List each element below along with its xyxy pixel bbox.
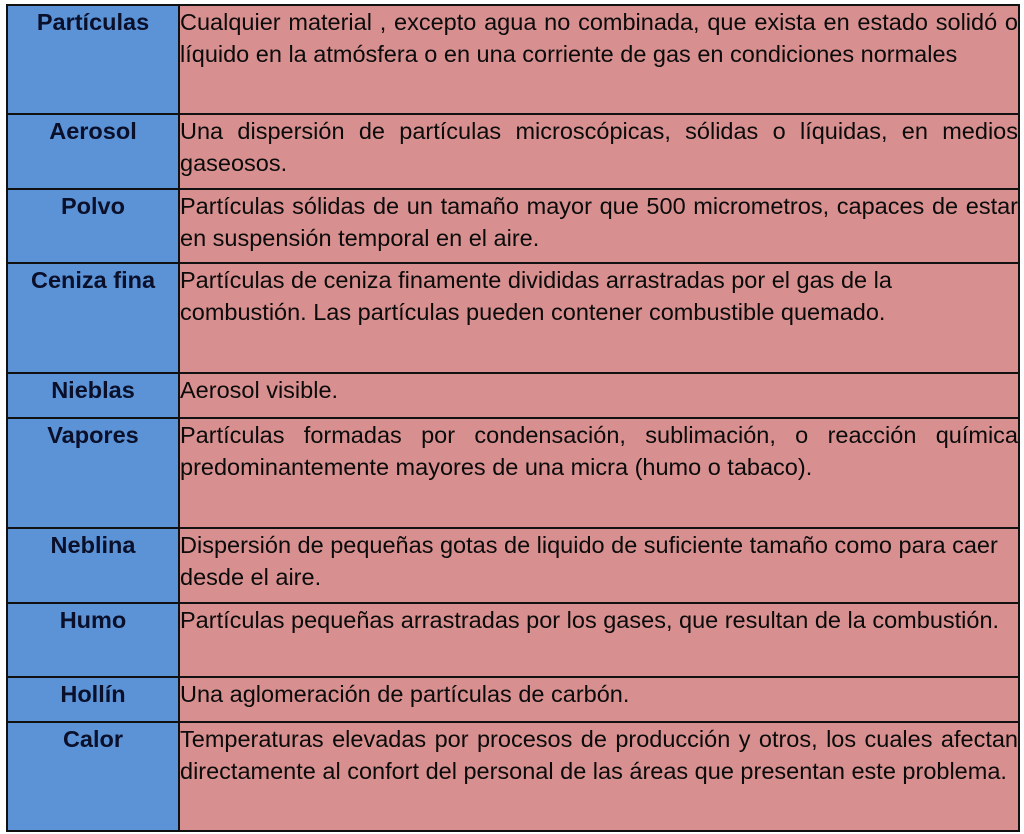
definition-cell: Dispersión de pequeñas gotas de liquido de suficiente tamaño como para caer desde el aire. [179, 528, 1019, 603]
definition-cell: Partículas pequeñas arrastradas por los gases, que resultan de la combustión. [179, 603, 1019, 677]
term-cell: Ceniza fina [7, 263, 179, 373]
definitions-table [6, 4, 1020, 832]
term-cell: Polvo [7, 189, 179, 263]
table-row [7, 373, 1019, 418]
term-cell: Hollín [7, 677, 179, 722]
table-row [7, 603, 1019, 677]
term-cell: Aerosol [7, 114, 179, 189]
definition-cell: Una aglomeración de partículas de carbón. [179, 677, 1019, 722]
term-cell: Nieblas [7, 373, 179, 418]
table-row [7, 189, 1019, 263]
table-row [7, 528, 1019, 603]
table-row [7, 263, 1019, 373]
term-cell: Humo [7, 603, 179, 677]
table-row [7, 677, 1019, 722]
definition-cell: Cualquier material , excepto agua no combinada, que exista en estado solidó o líquido en la atmósfera o en una corriente de gas en condiciones normales [179, 5, 1019, 114]
definition-cell: Aerosol visible. [179, 373, 1019, 418]
definition-cell: Partículas sólidas de un tamaño mayor que 500 micrometros, capaces de estar en suspensión temporal en el aire. [179, 189, 1019, 263]
definition-cell: Partículas de ceniza finamente divididas arrastradas por el gas de la combustión. Las partículas pueden contener combustible quemado. [179, 263, 1019, 373]
definition-cell: Temperaturas elevadas por procesos de producción y otros, los cuales afectan directamente al confort del personal de las áreas que presentan este problema. [179, 722, 1019, 831]
table-row [7, 722, 1019, 831]
table-row [7, 114, 1019, 189]
table-row [7, 418, 1019, 528]
term-cell: Calor [7, 722, 179, 831]
definition-cell: Partículas formadas por condensación, sublimación, o reacción química predominantemente mayores de una micra (humo o tabaco). [179, 418, 1019, 528]
term-cell: Neblina [7, 528, 179, 603]
term-cell: Partículas [7, 5, 179, 114]
term-cell: Vapores [7, 418, 179, 528]
definition-cell: Una dispersión de partículas microscópicas, sólidas o líquidas, en medios gaseosos. [179, 114, 1019, 189]
table-row [7, 5, 1019, 114]
